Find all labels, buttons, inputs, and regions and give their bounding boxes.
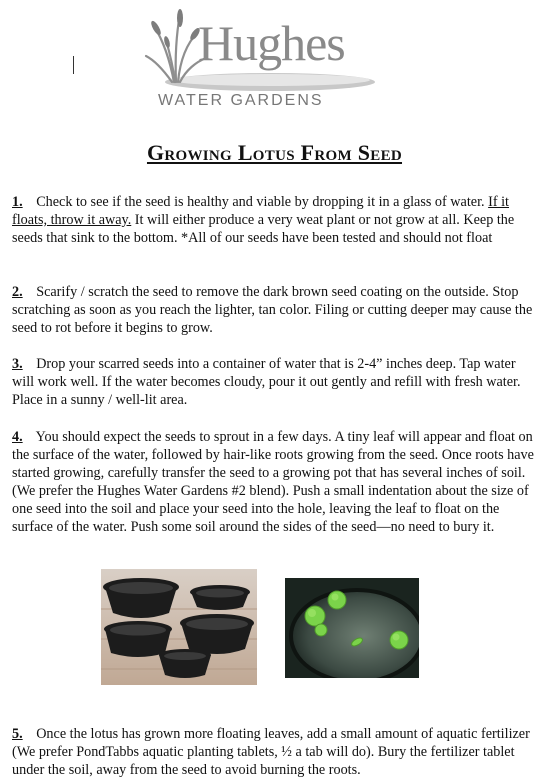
text-cursor	[73, 56, 74, 74]
step-5	[12, 725, 539, 779]
step-text: Drop your scarred seeds into a container of water that is 2-4” inches deep. Tap water will work well. If the water becomes cloudy, pour it out gently and refill with fresh water. Place in a sunny / well-lit area.	[12, 356, 521, 408]
step-text: You should expect the seeds to sprout in a few days. A tiny leaf will appear and float on the surface of the water, followed by hair-like roots growing from the seed. Once roots have started growing, carefully transfer the seed to a growing pot that has several inches of soil. (We prefer the Hughes Water Gardens #2 blend). Push a small indentation about the size of one seed into the soil and place your seed into the hole, leaving the leaf to float on the surface of the water. Push some soil around the sides of the seed—no need to bury it.	[12, 429, 534, 535]
step-number: 4.	[12, 429, 23, 445]
step-number: 2.	[12, 284, 23, 300]
step-text: Check to see if the seed is healthy and viable by dropping it in a glass of water.	[36, 194, 485, 210]
hughes-logo	[140, 6, 380, 116]
step-text-underlined: If it floats, throw it away.	[12, 194, 509, 228]
step-number: 3.	[12, 356, 23, 372]
step-number: 5.	[12, 726, 23, 742]
logo-subtitle: WATER GARDENS	[158, 92, 324, 109]
page-title: Growing Lotus From Seed	[146, 140, 403, 165]
step-text: Once the lotus has grown more floating leaves, add a small amount of aquatic fertilizer (We prefer PondTabbs aquatic planting tablets, ½ a tab will do). Bury the fertilizer tablet under the soil, away from the seed to avoid burning the roots.	[12, 726, 530, 778]
growing-pots-photo	[101, 569, 257, 685]
step-text: Scarify / scratch the seed to remove the dark brown seed coating on the outside. Stop scratching as soon as you reach the lighter, tan color. Filing or cutting deeper may cause the seed to rot before it begins to grow.	[12, 284, 533, 336]
step-4	[12, 428, 539, 536]
step-number: 1.	[12, 194, 23, 210]
step-3	[12, 355, 539, 409]
step-2	[12, 283, 539, 337]
step-1	[12, 193, 539, 247]
step-text: It will either produce a very weat plant or not grow at all. Keep the seeds that sink to the bottom. *All of our seeds have been tested and should not float	[12, 212, 515, 246]
lotus-seedling-photo	[285, 578, 419, 678]
logo-wordmark: Hughes	[198, 15, 345, 71]
